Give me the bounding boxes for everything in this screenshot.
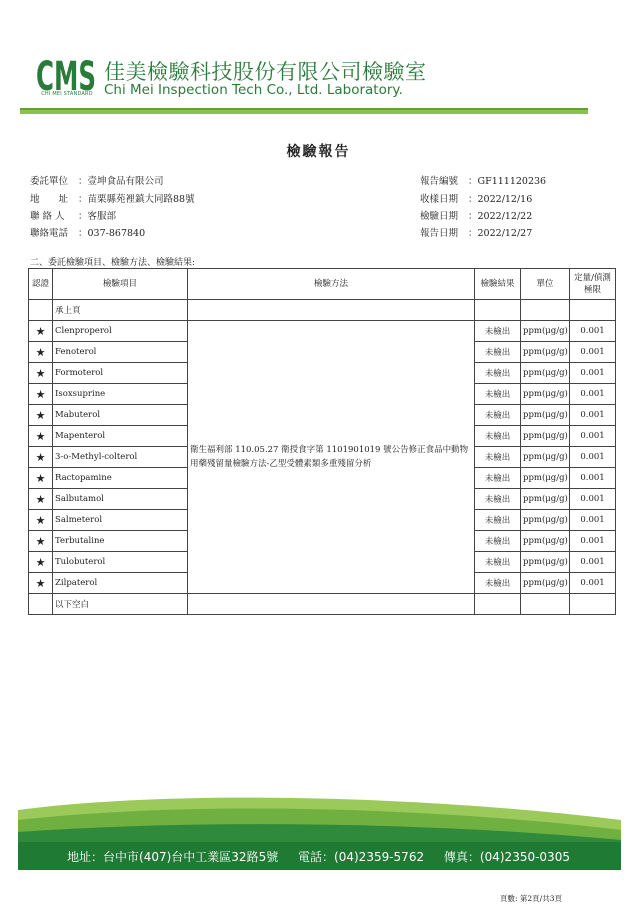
item-name: Ractopamine: [53, 468, 188, 489]
limit: 0.001: [570, 510, 616, 531]
accreditation-star-icon: ★: [29, 426, 53, 447]
result: 未檢出: [475, 363, 521, 384]
footer-contact: [0, 848, 637, 865]
accreditation-star-icon: ★: [29, 363, 53, 384]
accreditation-star-icon: ★: [29, 321, 53, 342]
info-label: 聯絡電話: [30, 228, 69, 239]
header-unit: 單位: [521, 269, 570, 300]
unit: ppm(μg/g): [521, 552, 570, 573]
info-label: 地 址: [30, 194, 69, 205]
info-label: 收樣日期: [420, 194, 459, 205]
unit: ppm(μg/g): [521, 573, 570, 594]
report-info-row: 報告編號 ：GF111120236: [420, 173, 546, 187]
result: 未檢出: [475, 468, 521, 489]
result: 未檢出: [475, 447, 521, 468]
end-label: 以下空白: [53, 594, 188, 615]
info-label: 報告日期: [420, 228, 459, 239]
item-name: Formoterol: [53, 363, 188, 384]
limit: 0.001: [570, 468, 616, 489]
info-value: GF111120236: [477, 176, 547, 187]
header-result: 檢驗結果: [475, 269, 521, 300]
result: 未檢出: [475, 426, 521, 447]
accreditation-star-icon: ★: [29, 489, 53, 510]
result: 未檢出: [475, 405, 521, 426]
accreditation-star-icon: ★: [29, 552, 53, 573]
item-name: Zilpaterol: [53, 573, 188, 594]
item-name: Isoxsuprine: [53, 384, 188, 405]
result: 未檢出: [475, 489, 521, 510]
client-info-row: 地 址 ：苗栗縣苑裡鎮大同路88號: [30, 191, 195, 205]
client-info-row: 聯絡電話 ：037-867840: [30, 225, 145, 239]
table-header-row: [29, 269, 616, 300]
accreditation-star-icon: ★: [29, 531, 53, 552]
unit: ppm(μg/g): [521, 384, 570, 405]
limit: 0.001: [570, 573, 616, 594]
unit: ppm(μg/g): [521, 489, 570, 510]
section-title: 二、委託檢驗項目、檢驗方法、檢驗結果:: [30, 258, 196, 268]
info-label: 檢驗日期: [420, 211, 459, 222]
header-divider: [20, 108, 588, 114]
footer-address: 地址：台中市(407)台中工業區32路5號: [67, 850, 279, 864]
result: 未檢出: [475, 510, 521, 531]
unit: ppm(μg/g): [521, 321, 570, 342]
client-info-row: 聯 絡 人 ：客服部: [30, 208, 116, 222]
unit: ppm(μg/g): [521, 468, 570, 489]
info-value: 037-867840: [87, 228, 146, 239]
result: 未檢出: [475, 342, 521, 363]
accreditation-star-icon: ★: [29, 342, 53, 363]
info-label: 報告編號: [420, 176, 459, 187]
end-row: [29, 594, 616, 615]
item-name: Mabuterol: [53, 405, 188, 426]
item-name: Salmeterol: [53, 510, 188, 531]
info-value: 2022/12/16: [477, 194, 533, 205]
limit: 0.001: [570, 405, 616, 426]
continued-row: [29, 300, 616, 321]
header-item: 檢驗項目: [53, 269, 188, 300]
item-name: Fenoterol: [53, 342, 188, 363]
info-label: 委託單位: [30, 176, 69, 187]
unit: ppm(μg/g): [521, 426, 570, 447]
accreditation-star-icon: ★: [29, 447, 53, 468]
item-name: 3-o-Methyl-colterol: [53, 447, 188, 468]
accreditation-star-icon: ★: [29, 573, 53, 594]
header-cert: 認證: [29, 269, 53, 300]
info-value: 2022/12/22: [477, 211, 533, 222]
item-name: Clenproperol: [53, 321, 188, 342]
logo-text: CMS: [36, 54, 96, 96]
accreditation-star-icon: ★: [29, 468, 53, 489]
item-name: Salbutamol: [53, 489, 188, 510]
accreditation-star-icon: ★: [29, 384, 53, 405]
report-info-row: 報告日期 ：2022/12/27: [420, 225, 532, 239]
client-info-row: 委託單位 ：壹坤食品有限公司: [30, 173, 164, 187]
limit: 0.001: [570, 447, 616, 468]
limit: 0.001: [570, 384, 616, 405]
unit: ppm(μg/g): [521, 342, 570, 363]
accreditation-star-icon: ★: [29, 510, 53, 531]
limit: 0.001: [570, 321, 616, 342]
header-method: 檢驗方法: [188, 269, 475, 300]
info-label: 聯 絡 人: [30, 211, 65, 222]
company-name-english: Chi Mei Inspection Tech Co., Ltd. Laboratory.: [104, 82, 403, 98]
continued-label: 承上頁: [53, 300, 188, 321]
limit: 0.001: [570, 426, 616, 447]
company-logo: [36, 52, 98, 96]
info-value: 苗栗縣苑裡鎮大同路88號: [87, 194, 195, 205]
company-name-chinese: 佳美檢驗科技股份有限公司檢驗室: [104, 60, 427, 84]
info-value: 2022/12/27: [477, 228, 533, 239]
limit: 0.001: [570, 531, 616, 552]
header-limit: 定量/偵測極限: [570, 269, 616, 300]
report-info-row: 收樣日期 ：2022/12/16: [420, 191, 532, 205]
limit: 0.001: [570, 363, 616, 384]
page-number: 頁數: 第2頁/共3頁: [500, 894, 562, 903]
limit: 0.001: [570, 489, 616, 510]
info-value: 客服部: [87, 211, 117, 222]
report-info-row: 檢驗日期 ：2022/12/22: [420, 208, 532, 222]
result: 未檢出: [475, 531, 521, 552]
unit: ppm(μg/g): [521, 363, 570, 384]
results-table: [28, 268, 616, 615]
footer-fax: 傳真：(04)2350-0305: [443, 850, 570, 864]
item-name: Tulobuterol: [53, 552, 188, 573]
table-row: [29, 321, 616, 342]
unit: ppm(μg/g): [521, 405, 570, 426]
unit: ppm(μg/g): [521, 510, 570, 531]
limit: 0.001: [570, 552, 616, 573]
info-value: 壹坤食品有限公司: [87, 176, 164, 187]
result: 未檢出: [475, 321, 521, 342]
test-method: 衛生福利部 110.05.27 衛授食字第 1101901019 號公告修正食品中動物用藥殘留量檢驗方法-乙型受體素類多重殘留分析: [188, 321, 475, 594]
item-name: Terbutaline: [53, 531, 188, 552]
item-name: Mapenterol: [53, 426, 188, 447]
logo-subtitle: CHI MEI STANDARD: [41, 91, 93, 97]
result: 未檢出: [475, 573, 521, 594]
footer-phone: 電話：(04)2359-5762: [298, 850, 425, 864]
unit: ppm(μg/g): [521, 447, 570, 468]
limit: 0.001: [570, 342, 616, 363]
result: 未檢出: [475, 384, 521, 405]
unit: ppm(μg/g): [521, 531, 570, 552]
result: 未檢出: [475, 552, 521, 573]
report-title: 檢驗報告: [286, 144, 351, 160]
accreditation-star-icon: ★: [29, 405, 53, 426]
